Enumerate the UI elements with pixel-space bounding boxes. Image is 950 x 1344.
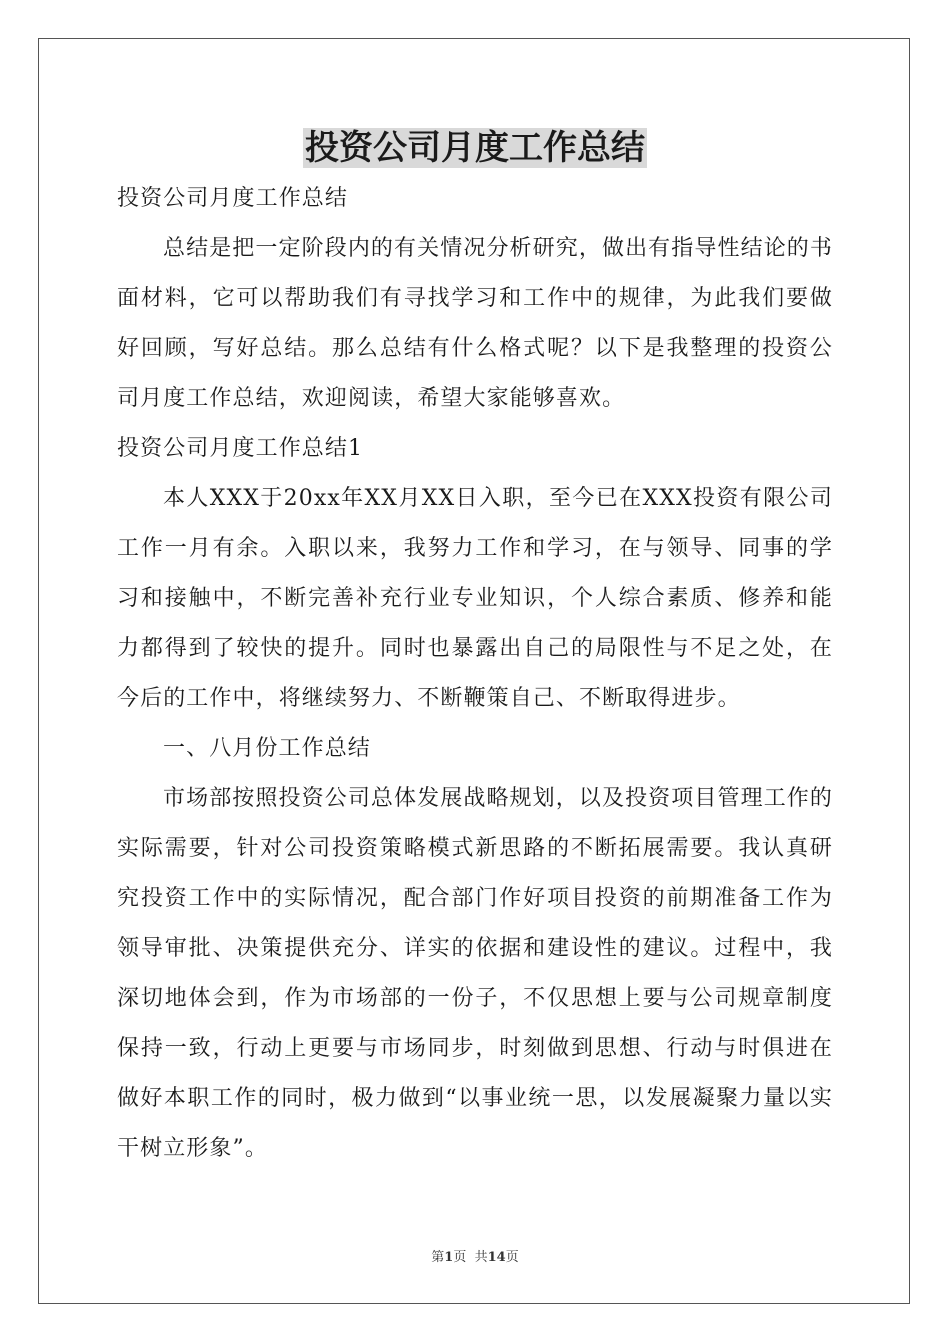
document-title — [0, 124, 950, 172]
footer-current-page: 1 — [444, 1250, 454, 1265]
footer-total-pages: 14 — [487, 1250, 506, 1265]
section-heading: 投资公司月度工作总结1 — [117, 436, 364, 461]
page-footer — [0, 1246, 950, 1265]
footer-prefix: 第 — [431, 1250, 445, 1265]
sub-heading: 一、八月份工作总结 — [163, 736, 371, 761]
footer-suffix: 页 — [505, 1250, 519, 1265]
subtitle-paragraph: 投资公司月度工作总结 — [117, 186, 349, 211]
document-title-text: 投资公司月度工作总结 — [305, 128, 645, 168]
intro-paragraph: 总结是把一定阶段内的有关情况分析研究，做出有指导性结论的书面材料，它可以帮助我们有寻找学习和工作中的规律，为此我们要做好回顾，写好总结。那么总结有什么格式呢？以下是我整理的投资公司月度工作总结，欢迎阅读，希望大家能够喜欢。 — [117, 236, 833, 411]
body-paragraph: 市场部按照投资公司总体发展战略规划，以及投资项目管理工作的实际需要，针对公司投资策略模式新思路的不断拓展需要。我认真研究投资工作中的实际情况，配合部门作好项目投资的前期准备工作为领导审批、决策提供充分、详实的依据和建设性的建议。过程中，我深切地体会到，作为市场部的一份子，不仅思想上要与公司规章制度保持一致，行动上更要与市场同步，时刻做到思想、行动与时俱进在做好本职工作的同时，极力做到“以事业统一思，以发展凝聚力量以实干树立形象”。 — [117, 786, 833, 1161]
body-paragraph: 本人XXX于20xx年XX月XX日入职，至今已在XXX投资有限公司工作一月有余。入职以来，我努力工作和学习，在与领导、同事的学习和接触中，不断完善补充行业专业知识，个人综合素质、修养和能力都得到了较快的提升。同时也暴露出自己的局限性与不足之处，在今后的工作中，将继续努力、不断鞭策自己、不断取得进步。 — [117, 486, 833, 711]
document-body — [117, 174, 833, 1174]
footer-mid: 页 共 — [453, 1250, 488, 1265]
